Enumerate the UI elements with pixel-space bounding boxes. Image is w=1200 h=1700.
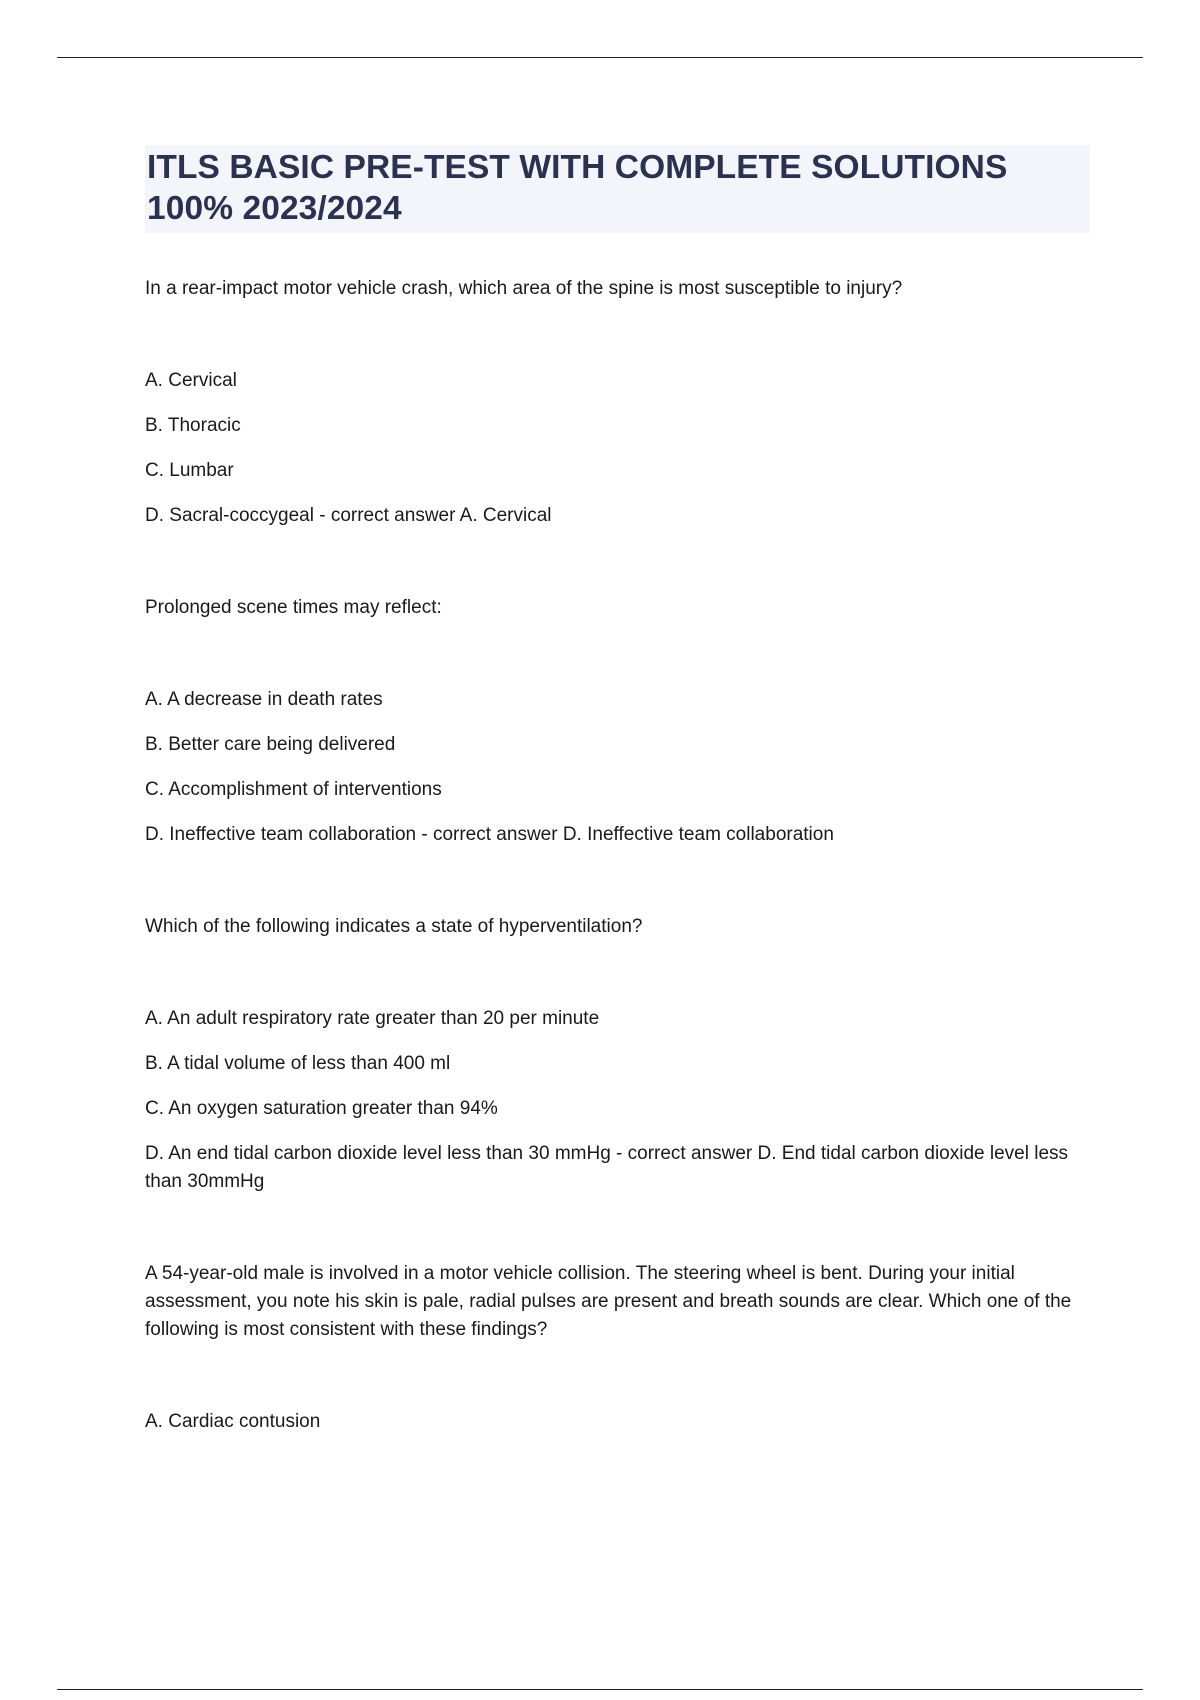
answer-option: C. An oxygen saturation greater than 94% — [145, 1098, 498, 1119]
question-text: Which of the following indicates a state of hyperventilation? — [145, 916, 643, 937]
question-block-3 — [145, 913, 1090, 1196]
question-text: Prolonged scene times may reflect: — [145, 597, 442, 618]
answer-option-with-solution: D. Ineffective team collaboration - correct answer D. Ineffective team collaboration — [145, 824, 834, 845]
answer-option: A. Cardiac contusion — [145, 1411, 321, 1432]
answer-option: B. Thoracic — [145, 415, 241, 436]
question-text: In a rear-impact motor vehicle crash, which area of the spine is most susceptible to injury? — [145, 278, 903, 299]
title-block — [145, 145, 1090, 233]
answer-option: A. An adult respiratory rate greater than 20 per minute — [145, 1008, 600, 1029]
answer-option: B. A tidal volume of less than 400 ml — [145, 1053, 451, 1074]
bottom-rule — [57, 1689, 1143, 1690]
answer-option-with-solution: D. Sacral-coccygeal - correct answer A. Cervical — [145, 505, 552, 526]
question-block-1 — [145, 275, 1090, 530]
answer-option: C. Lumbar — [145, 460, 234, 481]
question-block-2 — [145, 594, 1090, 849]
answer-option: A. Cervical — [145, 370, 237, 391]
document-body — [145, 145, 1090, 1453]
question-text: A 54-year-old male is involved in a motor vehicle collision. The steering wheel is bent. During your initial assessment, you note his skin is pale, radial pulses are present and breath sounds are clear. Which one of the following is most consistent with these findings? — [145, 1263, 1072, 1340]
question-block-4 — [145, 1260, 1090, 1436]
answer-option-with-solution: D. An end tidal carbon dioxide level less than 30 mmHg - correct answer D. End tidal carbon dioxide level less than 30mmHg — [145, 1143, 1069, 1192]
document-title: ITLS BASIC PRE-TEST WITH COMPLETE SOLUTIONS 100% 2023/2024 — [147, 149, 1008, 227]
answer-option: A. A decrease in death rates — [145, 689, 383, 710]
answer-option: B. Better care being delivered — [145, 734, 396, 755]
top-rule — [57, 57, 1143, 58]
answer-option: C. Accomplishment of interventions — [145, 779, 442, 800]
